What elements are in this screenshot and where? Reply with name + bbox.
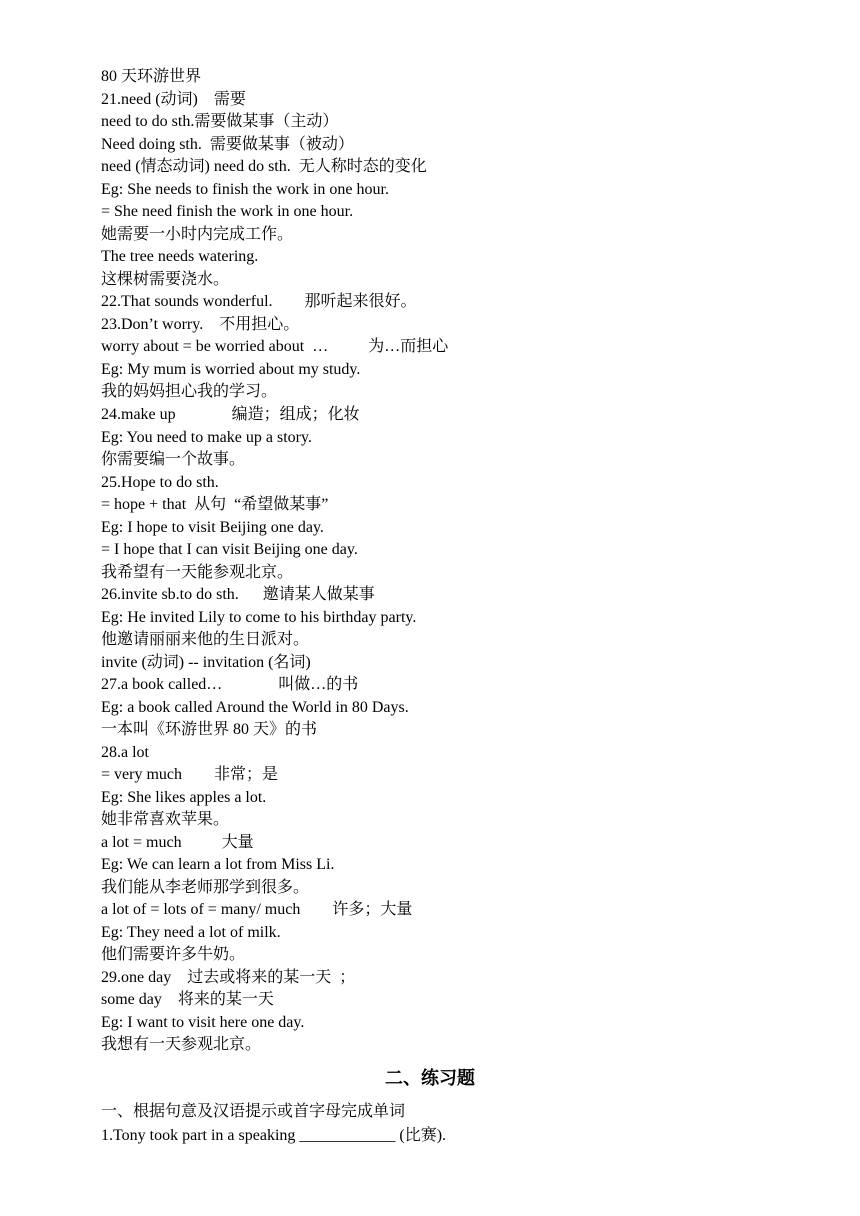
note-line: 80 天环游世界 [101, 68, 202, 85]
note-line: need (情态动词) need do sth. 无人称时态的变化 [101, 158, 427, 175]
note-line: Eg: We can learn a lot from Miss Li. [101, 856, 335, 873]
note-line: 这棵树需要浇水。 [101, 271, 230, 288]
note-line: 22.That sounds wonderful. 那听起来很好。 [101, 293, 417, 310]
note-line: Need doing sth. 需要做某事（被动） [101, 136, 354, 153]
note-line: 我们能从李老师那学到很多。 [101, 879, 310, 896]
note-line: 25.Hope to do sth. [101, 474, 219, 491]
note-line: need to do sth.需要做某事（主动） [101, 113, 339, 130]
note-line: The tree needs watering. [101, 248, 259, 265]
note-line: = hope + that 从句 “希望做某事” [101, 496, 329, 513]
note-line: invite (动词) -- invitation (名词) [101, 654, 311, 671]
note-line: Eg: She likes apples a lot. [101, 789, 267, 806]
note-line: a lot of = lots of = many/ much 许多；大量 [101, 901, 413, 918]
note-line: 29.one day 过去或将来的某一天 ； [101, 969, 356, 986]
note-line: 他们需要许多牛奶。 [101, 946, 246, 963]
exercise-item: 1.Tony took part in a speaking ____________ (比赛). [101, 1127, 447, 1144]
note-line: worry about = be worried about … 为…而担心 [101, 338, 449, 355]
note-line: 24.make up 编造；组成；化妆 [101, 406, 360, 423]
note-line: 我希望有一天能参观北京。 [101, 564, 294, 581]
note-line: 23.Don’t worry. 不用担心。 [101, 316, 300, 333]
note-line: a lot = much 大量 [101, 834, 254, 851]
note-line: 她需要一小时内完成工作。 [101, 226, 294, 243]
exercise-instruction: 一、根据句意及汉语提示或首字母完成单词 [101, 1103, 406, 1120]
note-line: Eg: I want to visit here one day. [101, 1014, 305, 1031]
note-line: 她非常喜欢苹果。 [101, 811, 230, 828]
note-line: 28.a lot [101, 744, 149, 761]
section-heading: 二、练习题 [385, 1068, 475, 1089]
note-line: Eg: I hope to visit Beijing one day. [101, 519, 324, 536]
note-line: 他邀请丽丽来他的生日派对。 [101, 631, 310, 648]
note-line: 我想有一天参观北京。 [101, 1036, 262, 1053]
note-line: 你需要编一个故事。 [101, 451, 246, 468]
note-line: Eg: They need a lot of milk. [101, 924, 281, 941]
note-line: Eg: She needs to finish the work in one hour. [101, 181, 389, 198]
note-line: 一本叫《环游世界 80 天》的书 [101, 721, 318, 738]
note-line: Eg: a book called Around the World in 80 Days. [101, 699, 409, 716]
note-line: 21.need (动词) 需要 [101, 91, 246, 108]
note-line: some day 将来的某一天 [101, 991, 274, 1008]
note-line: = very much 非常；是 [101, 766, 279, 783]
note-line: Eg: He invited Lily to come to his birthday party. [101, 609, 417, 626]
note-line: Eg: My mum is worried about my study. [101, 361, 361, 378]
note-line: 我的妈妈担心我的学习。 [101, 383, 278, 400]
note-line: = I hope that I can visit Beijing one day. [101, 541, 358, 558]
note-line: Eg: You need to make up a story. [101, 429, 312, 446]
note-line: 27.a book called… 叫做…的书 [101, 676, 359, 693]
note-line: 26.invite sb.to do sth. 邀请某人做某事 [101, 586, 375, 603]
note-line: = She need finish the work in one hour. [101, 203, 354, 220]
